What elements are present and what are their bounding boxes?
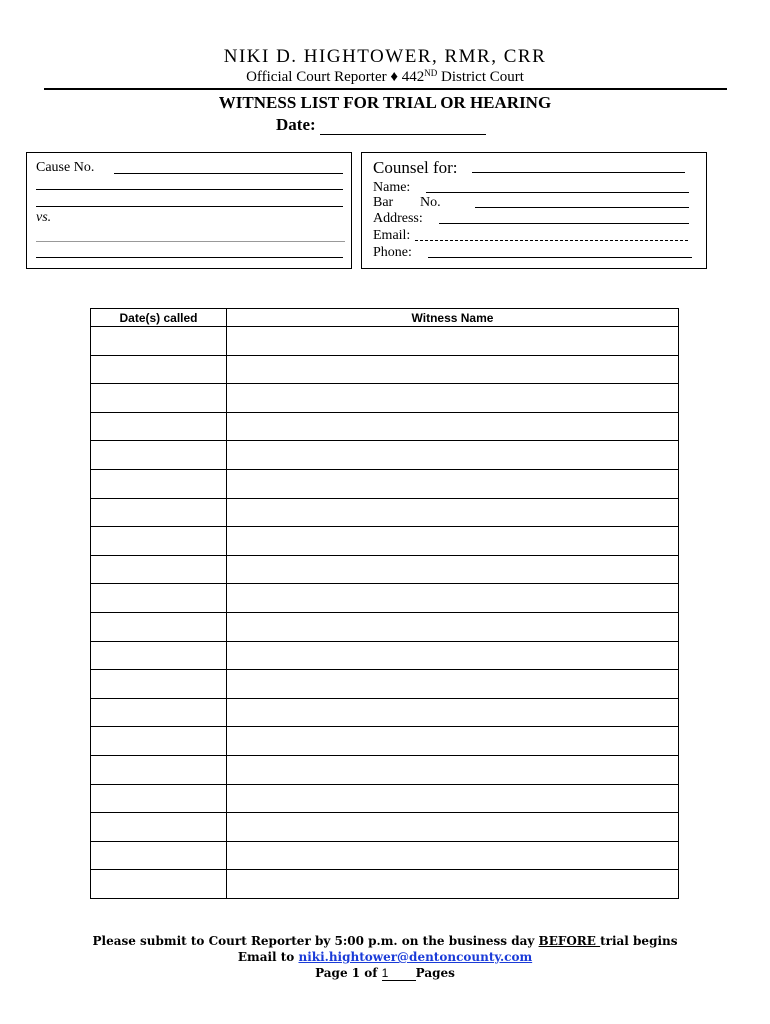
submission-note-end: trial begins: [600, 934, 678, 948]
vs-label: vs.: [36, 210, 52, 225]
witness-name-header: Witness Name: [227, 309, 679, 327]
witness-name-cell[interactable]: [227, 670, 679, 699]
date-called-cell[interactable]: [91, 469, 227, 498]
date-label: Date:: [276, 115, 316, 134]
date-called-cell[interactable]: [91, 698, 227, 727]
name-label: Name:: [373, 180, 411, 195]
cause-box: [26, 152, 352, 269]
table-row: [91, 641, 679, 670]
date-called-cell[interactable]: [91, 727, 227, 756]
subtitle-superscript: ND: [424, 68, 438, 78]
table-row: [91, 727, 679, 756]
counsel-box: [361, 152, 707, 269]
reporter-name: NIKI D. HIGHTOWER, RMR, CRR: [223, 46, 547, 67]
date-called-cell[interactable]: [91, 355, 227, 384]
before-emphasis: BEFORE: [538, 934, 601, 948]
table-row: [91, 755, 679, 784]
witness-name-cell[interactable]: [227, 384, 679, 413]
date-called-cell[interactable]: [91, 555, 227, 584]
witness-name-cell[interactable]: [227, 784, 679, 813]
submission-note: [0, 934, 770, 948]
date-called-cell[interactable]: [91, 784, 227, 813]
table-row: [91, 355, 679, 384]
witness-name-cell[interactable]: [227, 698, 679, 727]
phone-label: Phone:: [373, 245, 412, 260]
party-line-3[interactable]: [36, 241, 345, 242]
witness-name-cell[interactable]: [227, 412, 679, 441]
witness-name-cell[interactable]: [227, 355, 679, 384]
submission-note-text: Please submit to Court Reporter by 5:00 p.m. on the business day: [92, 934, 539, 948]
witness-name-cell[interactable]: [227, 727, 679, 756]
witness-table-body: [91, 327, 679, 899]
address-label: Address:: [373, 211, 423, 226]
cause-number-line[interactable]: [114, 173, 343, 174]
table-row: [91, 384, 679, 413]
witness-name-cell[interactable]: [227, 641, 679, 670]
dates-called-header: Date(s) called: [91, 309, 227, 327]
date-called-cell[interactable]: [91, 641, 227, 670]
table-row: [91, 412, 679, 441]
cause-label: Cause No.: [36, 160, 95, 175]
email-note-text: Email to: [237, 950, 299, 964]
email-line[interactable]: [415, 240, 688, 241]
party-line-2[interactable]: [36, 206, 343, 207]
date-called-cell[interactable]: [91, 670, 227, 699]
date-called-cell[interactable]: [91, 441, 227, 470]
witness-name-cell[interactable]: [227, 870, 679, 899]
table-row: [91, 584, 679, 613]
witness-name-cell[interactable]: [227, 469, 679, 498]
date-field[interactable]: [276, 115, 486, 135]
witness-table: [90, 308, 679, 899]
date-called-cell[interactable]: [91, 384, 227, 413]
date-blank[interactable]: [320, 120, 486, 135]
page-count: [0, 966, 770, 981]
bar-number-line[interactable]: [475, 207, 689, 208]
witness-name-cell[interactable]: [227, 584, 679, 613]
page-count-text: Page 1 of: [315, 966, 378, 980]
witness-name-cell[interactable]: [227, 498, 679, 527]
table-header-row: [91, 309, 679, 327]
witness-name-cell[interactable]: [227, 813, 679, 842]
party-line-4[interactable]: [36, 257, 343, 258]
email-note: [0, 950, 770, 964]
date-called-cell[interactable]: [91, 527, 227, 556]
page-count-suffix: Pages: [415, 966, 455, 980]
table-row: [91, 784, 679, 813]
date-called-cell[interactable]: [91, 412, 227, 441]
email-label: Email:: [373, 228, 411, 243]
bar-label: Bar: [373, 195, 394, 210]
date-called-cell[interactable]: [91, 755, 227, 784]
bar-no-label: No.: [420, 195, 441, 210]
table-row: [91, 670, 679, 699]
date-called-cell[interactable]: [91, 498, 227, 527]
form-title: WITNESS LIST FOR TRIAL OR HEARING: [218, 93, 552, 112]
table-row: [91, 698, 679, 727]
email-link[interactable]: niki.hightower@dentoncounty.com: [298, 950, 533, 964]
witness-name-cell[interactable]: [227, 841, 679, 870]
page-total[interactable]: 1: [382, 966, 416, 981]
witness-name-cell[interactable]: [227, 327, 679, 356]
address-line[interactable]: [439, 223, 689, 224]
counsel-label: Counsel for:: [373, 158, 458, 177]
date-called-cell[interactable]: [91, 327, 227, 356]
witness-name-cell[interactable]: [227, 441, 679, 470]
phone-line[interactable]: [428, 257, 692, 258]
table-row: [91, 841, 679, 870]
table-row: [91, 441, 679, 470]
witness-name-cell[interactable]: [227, 755, 679, 784]
table-row: [91, 813, 679, 842]
party-line-1[interactable]: [36, 189, 343, 190]
subtitle-text: Official Court Reporter ♦ 442: [246, 69, 425, 85]
table-row: [91, 469, 679, 498]
date-called-cell[interactable]: [91, 813, 227, 842]
header-rule: [44, 88, 727, 90]
table-row: [91, 498, 679, 527]
witness-name-cell[interactable]: [227, 612, 679, 641]
table-row: [91, 527, 679, 556]
counsel-for-line[interactable]: [472, 172, 685, 173]
date-called-cell[interactable]: [91, 584, 227, 613]
date-called-cell[interactable]: [91, 870, 227, 899]
date-called-cell[interactable]: [91, 612, 227, 641]
table-row: [91, 612, 679, 641]
witness-name-cell[interactable]: [227, 555, 679, 584]
name-line[interactable]: [426, 192, 689, 193]
table-row: [91, 327, 679, 356]
witness-name-cell[interactable]: [227, 527, 679, 556]
subtitle-court: District Court: [437, 69, 524, 85]
table-row: [91, 555, 679, 584]
table-row: [91, 870, 679, 899]
reporter-subtitle: [0, 69, 770, 86]
date-called-cell[interactable]: [91, 841, 227, 870]
